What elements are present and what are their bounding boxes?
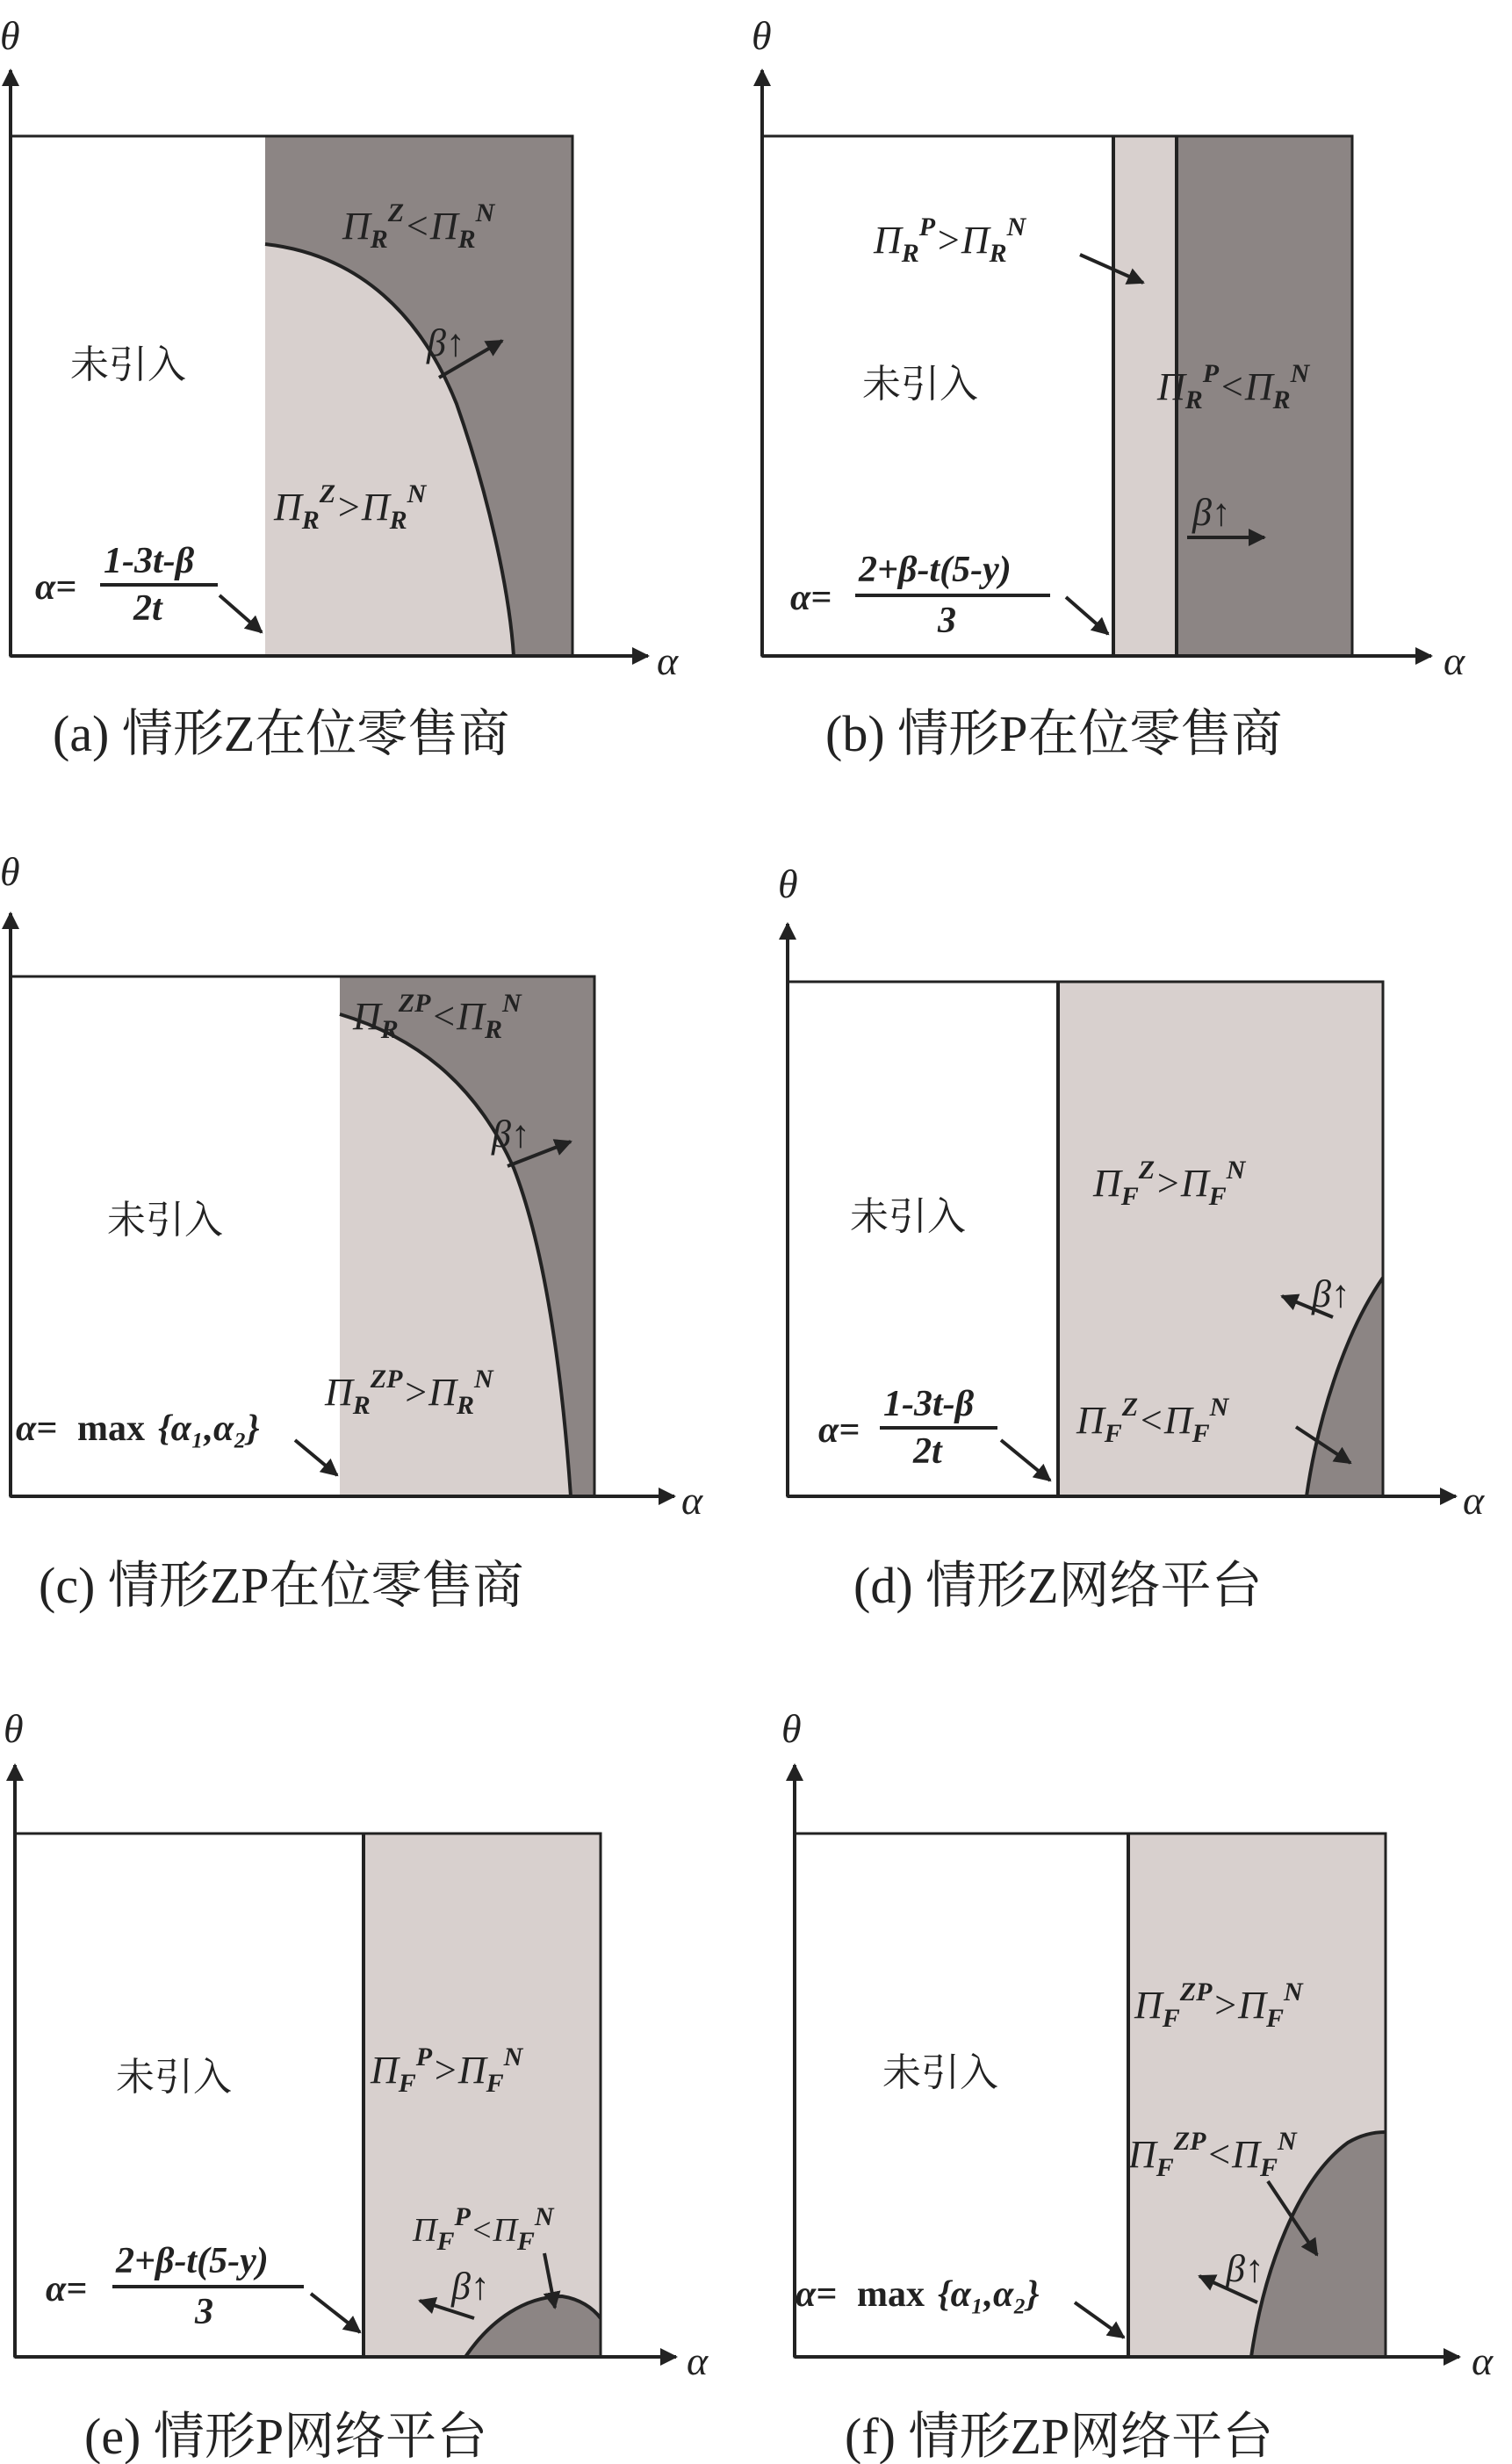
panel-b-y-label: θ — [752, 13, 772, 58]
panel-e-x-label: α — [687, 2338, 709, 2383]
panel-e-beta-label: β↑ — [451, 2265, 490, 2308]
panel-a-y-label: θ — [0, 13, 20, 58]
panel-f-formula-max: max — [857, 2274, 925, 2315]
panel-e — [4, 1706, 709, 2464]
panel-a — [0, 13, 679, 762]
panel-a-lower-inequality: $\Pi_R^Z>\Pi_R^N$ — [274, 479, 427, 535]
panel-b-beta-label: β↑ — [1192, 491, 1231, 534]
panel-a-beta-label: β↑ — [427, 321, 465, 364]
panel-f-region-label: 未引入 — [882, 2050, 998, 2095]
panel-e-formula-lhs: α= — [46, 2269, 88, 2309]
panel-a-formula-lhs: α= — [35, 567, 77, 608]
panel-d-formula-lhs: α= — [818, 1410, 860, 1451]
panel-f-formula-set: {α₁,α₂} — [938, 2274, 1040, 2315]
panel-d-caption: (d) 情形Z网络平台 — [853, 1557, 1263, 1614]
panel-b-formula-lhs: α= — [790, 578, 832, 618]
panel-b — [752, 13, 1465, 762]
panel-f-caption: (f) 情形ZP网络平台 — [845, 2408, 1274, 2464]
panel-e-caption: (e) 情形P网络平台 — [84, 2408, 488, 2464]
panel-b-formula-denominator: 3 — [938, 601, 956, 641]
panel-c-caption: (c) 情形ZP在位零售商 — [39, 1557, 524, 1614]
panel-f — [781, 1706, 1494, 2464]
panel-b-lower-inequality: $\Pi_R^P<\Pi_R^N$ — [1157, 359, 1310, 414]
panel-a-region-label: 未引入 — [70, 342, 186, 387]
panel-d-formula-numerator: 1-3t-β — [883, 1384, 975, 1424]
panel-b-caption: (b) 情形P在位零售商 — [825, 705, 1283, 762]
panel-c-formula-set: {α₁,α₂} — [158, 1409, 260, 1449]
panel-e-formula-numerator: 2+β-t(5-y) — [116, 2241, 269, 2281]
panel-d-y-label: θ — [778, 861, 798, 906]
panel-a-formula-numerator: 1-3t-β — [104, 541, 195, 581]
panel-b-region-label: 未引入 — [862, 362, 978, 407]
panel-c-x-label: α — [681, 1478, 703, 1523]
panel-d-beta-label: β↑ — [1312, 1272, 1350, 1315]
panel-d-x-label: α — [1463, 1478, 1485, 1523]
panel-f-x-label: α — [1472, 2338, 1494, 2383]
panel-f-lower-inequality: $\Pi_F^{ZP}<\Pi_F^N$ — [1128, 2127, 1297, 2182]
panel-a-formula-denominator: 2t — [133, 588, 162, 629]
panel-b-upper-inequality: $\Pi_R^P>\Pi_R^N$ — [874, 213, 1026, 268]
panel-f-y-label: θ — [781, 1706, 802, 1751]
panel-e-formula-denominator: 3 — [195, 2292, 213, 2332]
panel-a-caption: (a) 情形Z在位零售商 — [53, 705, 510, 762]
panel-c-lower-inequality: $\Pi_R^{ZP}>\Pi_R^N$ — [325, 1365, 493, 1420]
panel-a-upper-inequality: $\Pi_R^Z<\Pi_R^N$ — [342, 198, 495, 254]
panel-c-beta-label: β↑ — [492, 1113, 530, 1156]
panel-e-upper-inequality: $\Pi_F^P>\Pi_F^N$ — [371, 2043, 523, 2098]
panel-b-x-label: α — [1444, 638, 1465, 683]
panel-f-upper-inequality: $\Pi_F^{ZP}>\Pi_F^N$ — [1134, 1978, 1303, 2033]
panel-c-y-label: θ — [0, 849, 20, 894]
panel-e-lower-inequality: $\Pi_F^P<\Pi_F^N$ — [413, 2202, 554, 2256]
panel-d-upper-inequality: $\Pi_F^Z>\Pi_F^N$ — [1093, 1156, 1246, 1211]
panel-e-y-label: θ — [4, 1706, 24, 1751]
panel-c-region-label: 未引入 — [107, 1198, 223, 1243]
panel-d-region-label: 未引入 — [850, 1194, 966, 1239]
panel-c-upper-inequality: $\Pi_R^{ZP}<\Pi_R^N$ — [353, 989, 522, 1044]
panel-d — [778, 861, 1485, 1614]
panel-e-region-label: 未引入 — [116, 2055, 232, 2100]
panel-f-formula-lhs: α= — [796, 2274, 838, 2315]
panel-b-formula-numerator: 2+β-t(5-y) — [859, 550, 1012, 590]
panel-d-lower-inequality: $\Pi_F^Z<\Pi_F^N$ — [1076, 1393, 1229, 1448]
panel-c-formula-lhs: α= — [16, 1409, 58, 1449]
panel-d-formula-denominator: 2t — [913, 1431, 942, 1472]
panel-c-formula-max: max — [77, 1409, 145, 1449]
panel-a-x-label: α — [657, 638, 679, 683]
panel-c — [0, 849, 703, 1614]
panel-f-beta-label: β↑ — [1226, 2247, 1264, 2290]
